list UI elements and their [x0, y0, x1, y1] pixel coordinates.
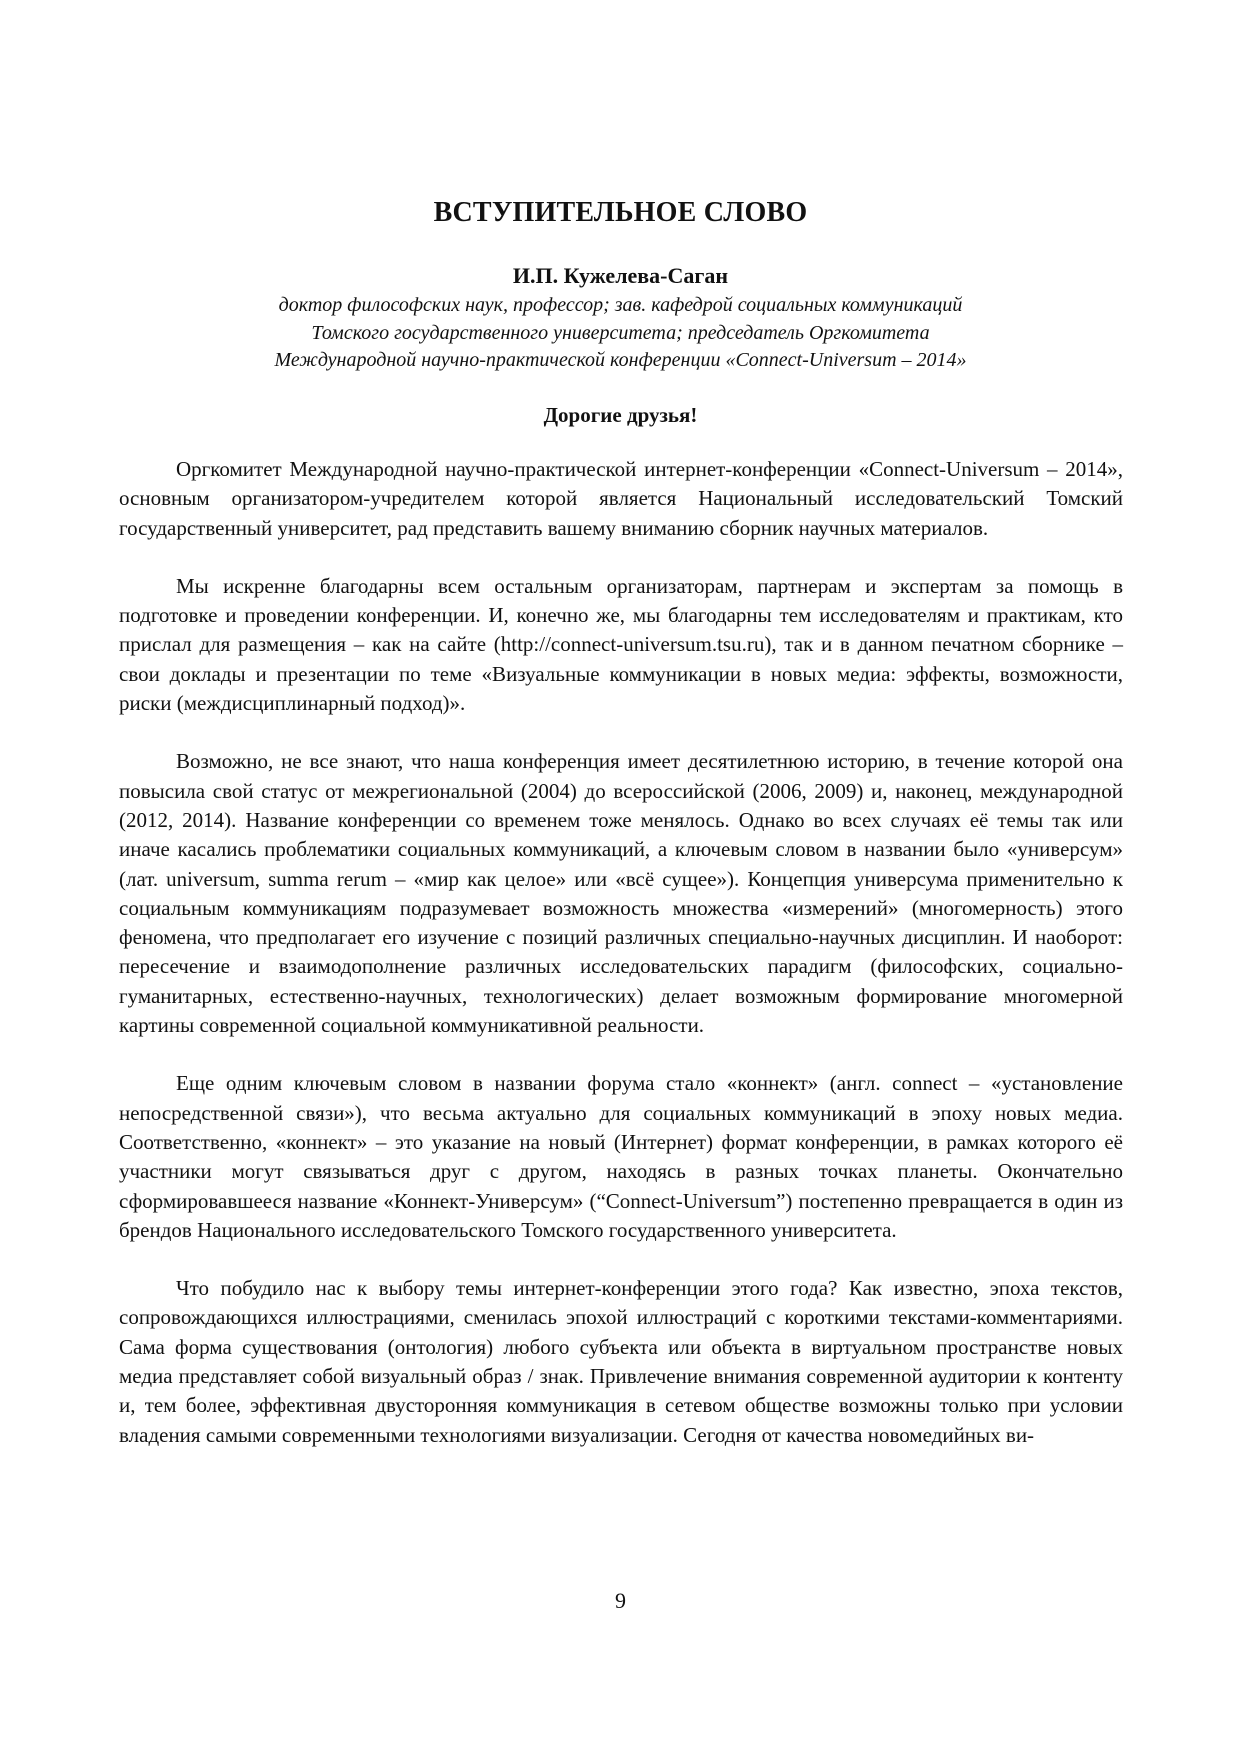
page-title: ВСТУПИТЕЛЬНОЕ СЛОВО: [433, 197, 808, 228]
greeting-heading: Дорогие друзья!: [543, 403, 698, 427]
paragraph: Мы искренне благодарны всем остальным организаторам, партнерам и экспертам за помощь в подготовке и проведении конференции. И, конечно же, мы благодарны тем исследователям и практикам, кто прислал для размещения – как на сайте (http://connect-universum.tsu.ru), так и в данном печатном сборнике – свои доклады и презентации по теме «Визуальные коммуникации в новых медиа: эффекты, возможности, риски (междисциплинарный подход)».: [119, 573, 1123, 716]
affiliation-line: доктор философских наук, профессор; зав. кафедрой социальных коммуникаций: [278, 294, 963, 316]
paragraph: Оргкомитет Международной научно-практической интернет-конференции «Connect-Universum – 2014», основным организатором-учредителем которой является Национальный исследовательский Томский государственный университет, рад представить вашему вниманию сборник научных материалов.: [119, 457, 1123, 540]
paragraph: Что побудило нас к выбору темы интернет-конференции этого года? Как известно, эпоха текстов, сопровождающихся иллюстрациями, сменилась эпохой иллюстраций с короткими текстами-комментариями. Сама форма существования (онтология) любого субъекта или объекта в виртуальном пространстве новых медиа представляет собой визуальный образ / знак. Привлечение внимания современной аудитории к контенту и, тем более, эффективная двусторонняя коммуникация в сетевом обществе возможны только при условии владения самыми современными технологиями визуализации. Сегодня от качества новомедийных ви-: [119, 1276, 1123, 1447]
affiliation-line: Томского государственного университета; председатель Оргкомитета: [311, 321, 930, 344]
affiliation-line: Международной научно-практической конференции «Connect-Universum – 2014»: [274, 349, 967, 371]
page-number: 9: [615, 1588, 626, 1613]
paragraph: Возможно, не все знают, что наша конференция имеет десятилетнюю историю, в течение которой она повысила свой статус от межрегиональной (2004) до всероссийской (2006, 2009) и, наконец, международной (2012, 2014). Название конференции со временем тоже менялось. Однако во всех случаях её темы так или иначе касались проблематики социальных коммуникаций, а ключевым словом в названии было «универсум» (лат. universum, summa rerum – «мир как целое» или «всё сущее»). Концепция универсума применительно к социальным коммуникациям подразумевает возможность множества «измерений» (многомерность) этого феномена, что предполагает его изучение с позиций различных специально-научных дисциплин. И наоборот: пересечение и взаимодополнение различных исследовательских парадигм (философских, социально-гуманитарных, естественно-научных, технологических) делает возможным формирование многомерной картины современной социальной коммуникативной реальности.: [119, 749, 1123, 1038]
paragraph: Еще одним ключевым словом в названии форума стало «коннект» (англ. connect – «установление непосредственной связи»), что весьма актуально для социальных коммуникаций в эпоху новых медиа. Соответственно, «коннект» – это указание на новый (Интернет) формат конференции, в рамках которого её участники могут связываться друг с другом, находясь в разных точках планеты. Окончательно сформировавшееся название «Коннект-Универсум» (“Connect-Universum”) постепенно превращается в один из брендов Национального исследовательского Томского государственного университета.: [119, 1071, 1123, 1242]
body-text: [119, 455, 1123, 1479]
author-name: И.П. Кужелева-Саган: [512, 263, 729, 288]
author-affiliation: [0, 292, 1241, 375]
